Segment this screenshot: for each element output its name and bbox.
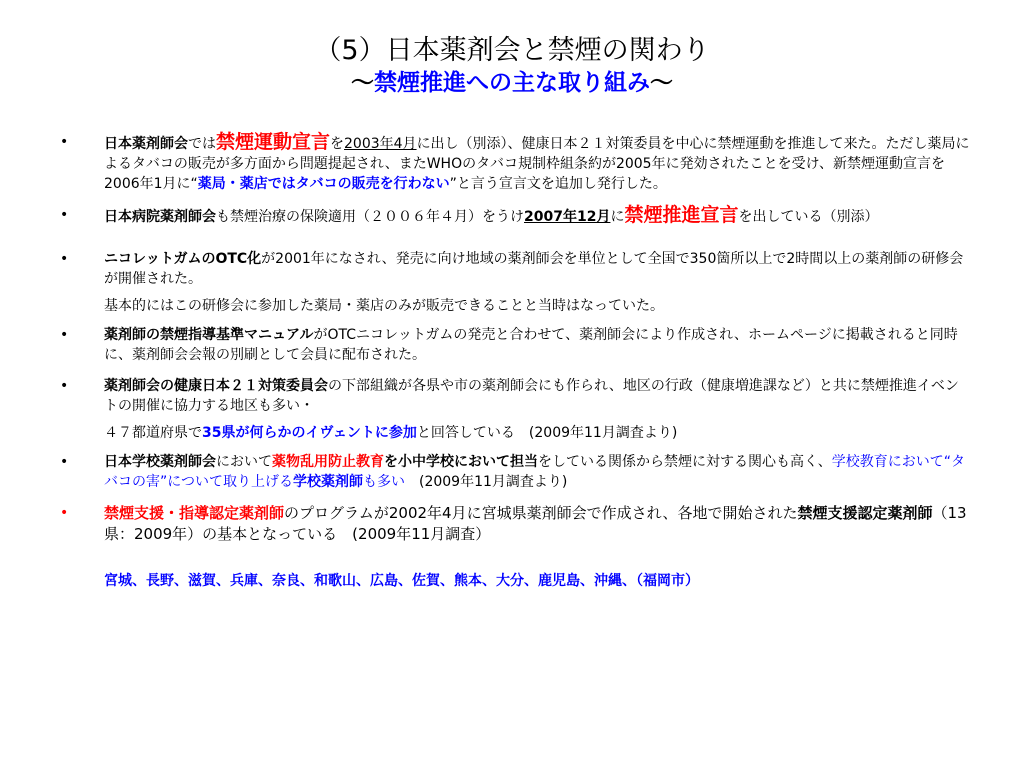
text-run: 薬剤師の禁煙指導基準マニュアル (104, 327, 314, 343)
bullet-dot-icon: • (60, 378, 69, 394)
bullet-dot-icon: • (60, 505, 69, 521)
bullet-item-manual (58, 325, 970, 365)
bullet-dot-icon: • (60, 327, 69, 343)
slide-title: （5）日本薬剤会と禁煙の関わり (314, 35, 710, 66)
text-run: ４７都道府県で (104, 425, 202, 441)
bullet-dot-icon: • (60, 251, 69, 267)
bullet-item-school-pharmacists (58, 452, 970, 492)
text-run: のプログラムが2002年4月に宮城県薬剤師会で作成され、各地で開始された (284, 504, 798, 522)
text-run: 学校教育において“タバコの害”について取り上げる (104, 454, 965, 490)
text-run: 薬剤師会の健康日本２１対策委員会 (104, 378, 328, 394)
text-run: と回答している (2009年11月調査より) (416, 425, 678, 441)
slide-subtitle (0, 68, 1024, 98)
bullet-item-certified-pharmacists (58, 503, 970, 545)
subtitle-tilde-right: ～ (650, 70, 673, 96)
text-run: をしている関係から禁煙に対する関心も高く、 (538, 454, 832, 470)
text-run: では (188, 136, 216, 152)
text-run: 禁煙支援・指導認定薬剤師 (104, 504, 285, 522)
bullet-dot-icon: • (60, 134, 69, 150)
bullet-item-nicorette-otc (58, 249, 970, 289)
text-run: 2007年12月 (524, 209, 611, 225)
title-block (0, 34, 1024, 98)
bullet-item-health-japan-21 (58, 376, 970, 416)
text-run: に出し（別添）、健康日本２１対策委員を中心に禁煙運動を推進して来た。ただし薬局によるタバコの販売が多方面から問題提起され、またWHOのタバコ規制枠組条約が2005年に発効されたことを受け、新禁煙運動宣言を2006年1月に“ (104, 136, 970, 192)
text-run: 禁煙運動宣言 (216, 131, 331, 153)
text-run: 薬局・薬店ではタバコの販売を行わない (197, 176, 450, 192)
text-run: 禁煙支援認定薬剤師 (797, 504, 933, 522)
text-run: 35県が何らかのイヴェントに参加 (202, 425, 417, 441)
text-run: 日本病院薬剤師会 (104, 209, 216, 225)
text-run: 禁煙推進宣言 (624, 204, 739, 226)
bullet-item-jpa-declaration (58, 132, 970, 194)
text-run: を小中学校において担当 (384, 454, 538, 470)
subtitle-text: 禁煙推進への主な取り組み (374, 70, 650, 96)
prefecture-list: 宮城、長野、滋賀、兵庫、奈良、和歌山、広島、佐賀、熊本、大分、鹿児島、沖縄、（福岡市） (104, 573, 699, 589)
bullet-dot-icon: • (60, 207, 69, 223)
text-run: （13県：2009年）の基本となっている (2009年11月調査） (104, 504, 967, 543)
text-run: を出している（別添） (738, 209, 879, 225)
bullet-dot-icon: • (60, 454, 69, 470)
text-run: が2001年になされ、発売に向け地域の薬剤師会を単位として全国で350箇所以上で2時間以上の薬剤師の研修会が開催された。 (104, 251, 964, 287)
bullet-note: 基本的にはこの研修会に参加した薬局・薬店のみが販売できることと当時はなっていた。 (104, 298, 664, 314)
text-run: 日本薬剤師会 (104, 136, 188, 152)
subtitle-tilde-left: ～ (351, 70, 374, 96)
bullet-item-hospital-pharmacists (58, 205, 970, 227)
text-run: ニコレットガムのOTC化 (104, 251, 262, 267)
text-run: も多い (362, 474, 405, 490)
text-run: に (610, 209, 625, 225)
text-run: がOTCニコレットガムの発売と合わせて、薬剤師会により作成され、ホームページに掲載されると同時に、薬剤師会会報の別刷として会員に配布された。 (104, 327, 958, 363)
text-run: 薬物乱用防止教育 (272, 454, 384, 470)
text-run: を (330, 136, 345, 152)
bullet-list (58, 132, 970, 591)
text-run: 学校薬剤師 (292, 474, 363, 490)
text-run: 2003年4月 (344, 136, 417, 152)
text-run: の下部組織が各県や市の薬剤師会にも作られ、地区の行政（健康増進課など）と共に禁煙推進イベントの開催に協力する地区も多い・ (104, 378, 959, 414)
bullet-note (58, 423, 970, 443)
text-run: 日本学校薬剤師会 (104, 454, 216, 470)
text-run: において (216, 454, 272, 470)
text-run: も禁煙治療の保険適用（２００６年４月）をうけ (216, 209, 524, 225)
text-run: ”と言う宣言文を追加し発行した。 (449, 176, 667, 192)
text-run: (2009年11月調査より) (404, 474, 568, 490)
